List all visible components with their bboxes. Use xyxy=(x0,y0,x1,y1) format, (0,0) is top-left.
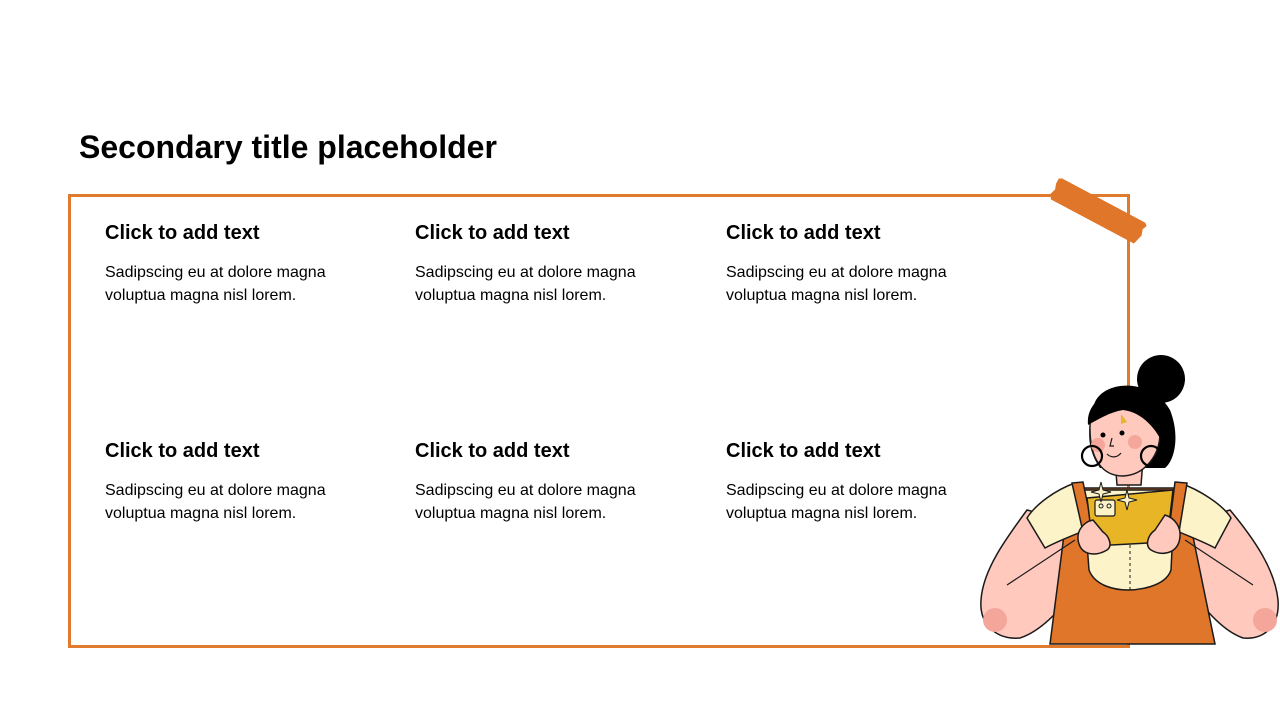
text-block-3[interactable] xyxy=(726,220,1006,307)
text-block-body[interactable]: Sadipscing eu at dolore magna voluptua magna nisl lorem. xyxy=(105,482,326,522)
text-block-heading[interactable]: Click to add text xyxy=(105,440,260,462)
text-block-heading[interactable]: Click to add text xyxy=(415,440,570,462)
text-block-body[interactable]: Sadipscing eu at dolore magna voluptua magna nisl lorem. xyxy=(726,482,947,522)
slide-title[interactable]: Secondary title placeholder xyxy=(79,129,497,165)
text-block-heading[interactable]: Click to add text xyxy=(726,222,881,244)
text-block-body[interactable]: Sadipscing eu at dolore magna voluptua magna nisl lorem. xyxy=(726,264,947,304)
text-block-heading[interactable]: Click to add text xyxy=(415,222,570,244)
text-block-1[interactable] xyxy=(105,220,385,307)
text-block-4[interactable] xyxy=(105,438,385,525)
text-block-body[interactable]: Sadipscing eu at dolore magna voluptua magna nisl lorem. xyxy=(415,482,636,522)
text-block-body[interactable]: Sadipscing eu at dolore magna voluptua magna nisl lorem. xyxy=(105,264,326,304)
text-block-6[interactable] xyxy=(726,438,1006,525)
text-block-heading[interactable]: Click to add text xyxy=(726,440,881,462)
text-block-heading[interactable]: Click to add text xyxy=(105,222,260,244)
woman-holding-phone-icon xyxy=(975,350,1280,646)
text-block-2[interactable] xyxy=(415,220,695,307)
text-block-5[interactable] xyxy=(415,438,695,525)
text-block-body[interactable]: Sadipscing eu at dolore magna voluptua magna nisl lorem. xyxy=(415,264,636,304)
